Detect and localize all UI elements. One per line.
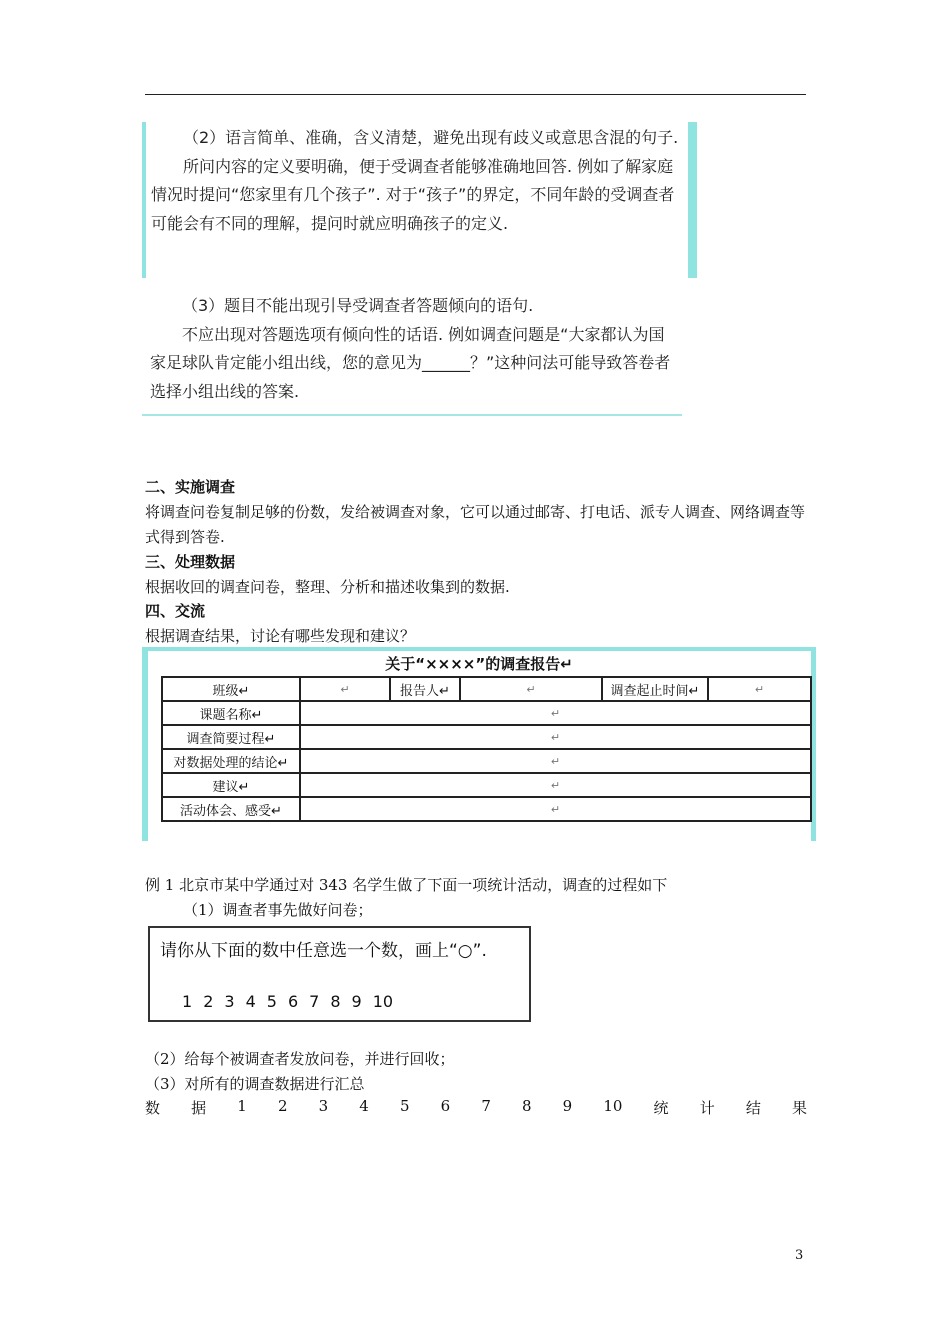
number-choice: 9 (351, 992, 362, 1011)
table-row (162, 725, 811, 749)
data-header-row (145, 1097, 807, 1118)
questionnaire-prompt: 请你从下面的数中任意选一个数，画上“○”. (160, 941, 487, 961)
example-step-2: （2）给每个被调查者发放问卷，并进行回收； (145, 1050, 455, 1068)
cell-class-label: 班级↵ (162, 677, 300, 701)
data-header-cell: 5 (399, 1097, 410, 1115)
example-intro: 例 1 北京市某中学通过对 343 名学生做了下面一项统计活动，调查的过程如下 (145, 876, 668, 894)
cell-empty: ↵ (300, 701, 811, 725)
row-label: 活动体会、感受↵ (162, 797, 300, 821)
right-accent-bar (688, 122, 697, 278)
section-heading-process: 三、处理数据 (145, 553, 236, 571)
data-header-cell: 统 (653, 1099, 669, 1117)
row-label: 对数据处理的结论↵ (162, 749, 300, 773)
number-choice: 6 (287, 992, 299, 1011)
scan2-paragraph-2: 不应出现对答题选项有倾向性的话语. 例如调查问题是“大家都认为国家足球队肯定能小组出线，您的意见为______？”这种问法可能导致答卷者选择小组出线的答案. (150, 324, 671, 401)
data-header-cell: 6 (440, 1097, 451, 1115)
data-header-cell: 9 (562, 1097, 573, 1115)
cell-reporter-label: 报告人↵ (390, 677, 460, 701)
cell-empty: ↵ (708, 677, 811, 701)
section-text-process: 根据收回的调查问卷，整理、分析和描述收集到的数据. (145, 578, 510, 596)
row-label: 调查简要过程↵ (162, 725, 300, 749)
cell-empty: ↵ (300, 725, 811, 749)
bottom-accent-line (142, 414, 682, 416)
scan2-paragraph-1: （3）题目不能出现引导受调查者答题倾向的语句. (182, 296, 534, 315)
example-step-3: （3）对所有的调查数据进行汇总 (145, 1075, 365, 1093)
table-row (162, 677, 811, 701)
left-accent-bar (142, 647, 148, 841)
page-number: 3 (795, 1248, 804, 1263)
scanned-excerpt-2 (142, 292, 682, 416)
table-row (162, 749, 811, 773)
data-header-cell: 结 (745, 1099, 761, 1117)
number-choice: 7 (309, 992, 320, 1011)
data-header-cell: 计 (699, 1099, 715, 1117)
data-header-cell: 2 (277, 1097, 288, 1115)
number-choice: 4 (245, 992, 256, 1011)
section-heading-implement: 二、实施调查 (145, 478, 236, 496)
data-header-cell: 3 (318, 1097, 329, 1115)
cell-empty: ↵ (460, 677, 602, 701)
left-accent-bar (142, 122, 146, 278)
cell-empty: ↵ (300, 749, 811, 773)
questionnaire-box (148, 926, 531, 1022)
cell-empty: ↵ (300, 677, 390, 701)
section-text-implement: 将调查问卷复制足够的份数，发给被调查对象，它可以通过邮寄、打电话、派专人调查、网络调查等式得到答卷. (145, 503, 806, 546)
data-header-cell: 4 (359, 1097, 369, 1115)
cell-period-label: 调查起止时间↵ (602, 677, 708, 701)
scan1-paragraph-1: （2）语言简单、准确，含义清楚，避免出现有歧义或意思含混的句子. (183, 128, 679, 147)
data-header-cell: 据 (191, 1099, 207, 1117)
section-text-communicate: 根据调查结果，讨论有哪些发现和建议？ (145, 627, 416, 645)
report-title: 关于“××××”的调查报告↵ (385, 655, 573, 673)
scan1-paragraph-2: 所问内容的定义要明确，便于受调查者能够准确地回答. 例如了解家庭情况时提问“您家里有几个孩子”. 对于“孩子”的界定，不同年龄的受调查者可能会有不同的理解，提问时就应明确孩子的定义. (151, 156, 675, 233)
data-header-cell: 数 (145, 1099, 161, 1117)
cell-empty: ↵ (300, 797, 811, 821)
data-header-cell: 果 (791, 1099, 807, 1117)
number-choice: 1 (182, 992, 193, 1011)
table-row (162, 797, 811, 821)
scanned-excerpt-1 (142, 122, 697, 278)
data-header-cell: 8 (521, 1097, 532, 1115)
row-label: 课题名称↵ (162, 701, 300, 725)
number-choice: 10 (372, 992, 394, 1011)
top-accent-bar (142, 647, 816, 651)
table-row (162, 701, 811, 725)
row-label: 建议↵ (162, 773, 300, 797)
report-table-image (142, 647, 816, 841)
number-choices (182, 992, 482, 1011)
data-header-cell: 7 (481, 1097, 491, 1115)
number-choice: 8 (330, 992, 341, 1011)
report-table (161, 676, 812, 822)
data-header-cell: 1 (237, 1097, 247, 1115)
number-choice: 3 (224, 992, 235, 1011)
data-header-cell: 10 (603, 1097, 623, 1115)
header-rule (145, 94, 806, 95)
number-choice: 2 (203, 992, 214, 1011)
table-row (162, 773, 811, 797)
example-step-1: （1）调查者事先做好问卷； (183, 901, 373, 919)
section-heading-communicate: 四、交流 (145, 602, 206, 620)
number-choice: 5 (266, 992, 277, 1011)
cell-empty: ↵ (300, 773, 811, 797)
